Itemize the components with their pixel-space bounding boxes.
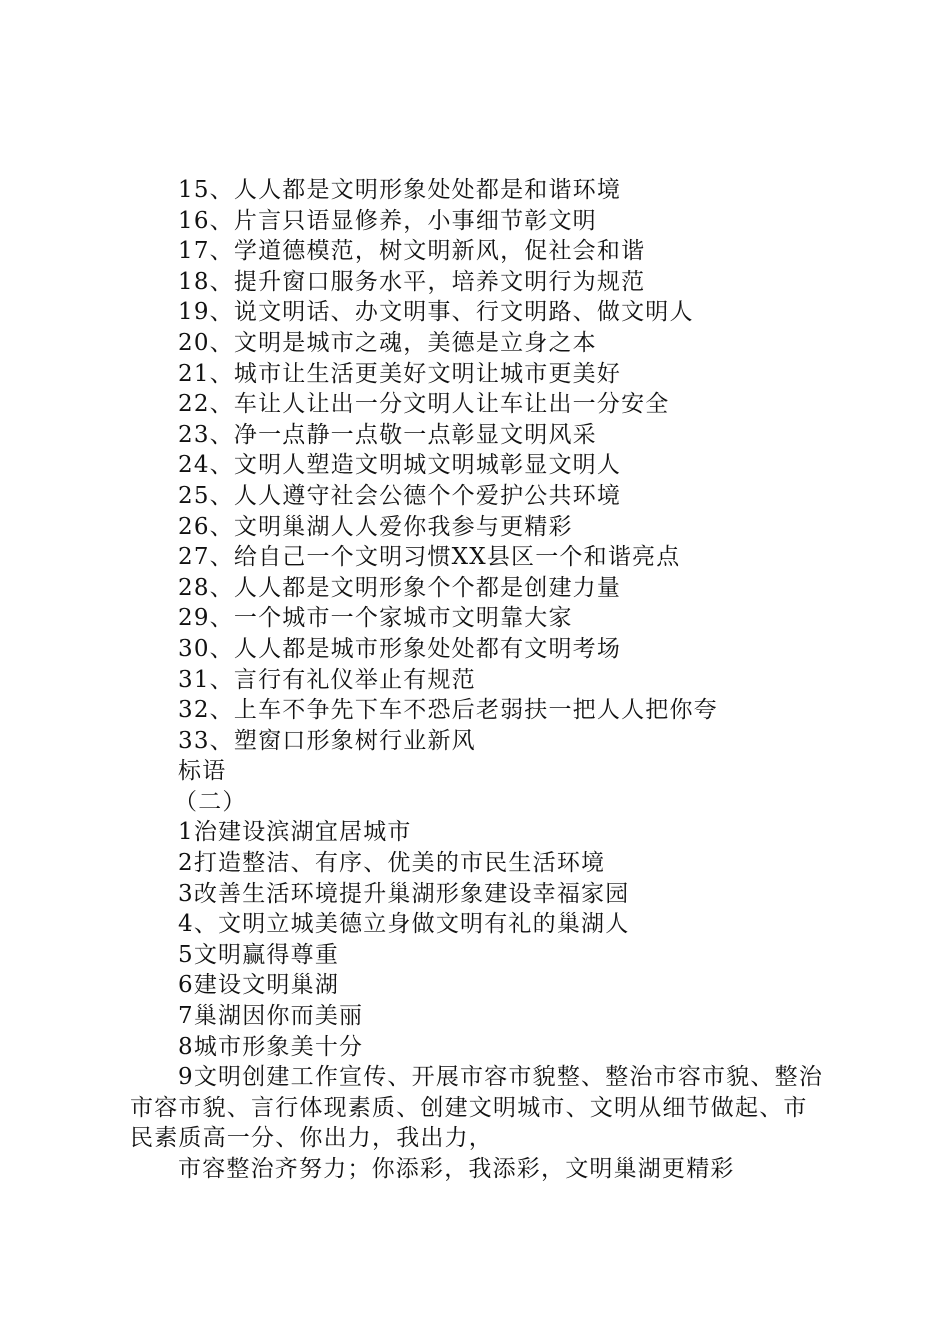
slogan-line: 24、文明人塑造文明城文明城彰显文明人 <box>178 452 622 479</box>
slogan-line: 22、车让人让出一分文明人让车让出一分安全 <box>178 391 670 418</box>
slogan-line: 17、学道德模范，树文明新风，促社会和谐 <box>178 238 646 265</box>
slogan-line: 19、说文明话、办文明事、行文明路、做文明人 <box>178 299 694 326</box>
slogan-line: 32、上车不争先下车不恐后老弱扶一把人人把你夸 <box>178 697 718 724</box>
slogan-line: 5文明赢得尊重 <box>178 941 340 968</box>
slogan-line: 31、言行有礼仪举止有规范 <box>178 666 476 693</box>
slogan-line: 2打造整洁、有序、优美的市民生活环境 <box>178 850 606 877</box>
slogan-line: 4、文明立城美德立身做文明有礼的巢湖人 <box>178 911 630 938</box>
slogan-line: 18、提升窗口服务水平，培养文明行为规范 <box>178 268 646 295</box>
slogan-line: 21、城市让生活更美好文明让城市更美好 <box>178 360 622 387</box>
slogan-list-part1 <box>130 175 830 756</box>
slogan-line: 25、人人遵守社会公德个个爱护公共环境 <box>178 482 622 509</box>
slogan-line: 27、给自己一个文明习惯XX县区一个和谐亮点 <box>178 544 681 571</box>
slogan-line: 20、文明是城市之魂，美德是立身之本 <box>178 329 597 356</box>
slogan-line: 23、净一点静一点敬一点彰显文明风采 <box>178 421 597 448</box>
closing-line: 市容整治齐努力；你添彩，我添彩，文明巢湖更精彩 <box>178 1156 735 1182</box>
slogan-line: 6建设文明巢湖 <box>178 972 340 999</box>
slogan-line: 3改善生活环境提升巢湖形象建设幸福家园 <box>178 880 630 907</box>
section-subheading: （二） <box>174 788 247 815</box>
slogan-line: 8城市形象美十分 <box>178 1033 364 1060</box>
slogan-line: 15、人人都是文明形象处处都是和谐环境 <box>178 177 622 203</box>
slogan-line: 7巢湖因你而美丽 <box>178 1003 364 1030</box>
slogan-line: 16、片言只语显修养，小事细节彰文明 <box>178 207 597 234</box>
slogan-line: 29、一个城市一个家城市文明靠大家 <box>178 605 573 632</box>
slogan-list-part2 <box>130 817 830 1062</box>
document-body <box>130 175 830 1185</box>
slogan-line: 30、人人都是城市形象处处都有文明考场 <box>178 635 622 662</box>
slogan-line: 26、文明巢湖人人爱你我参与更精彩 <box>178 513 573 540</box>
paragraph-9: 9文明创建工作宣传、开展市容市貌整、整治市容市貌、整治市容市貌、言行体现素质、创建文明城市、文明从细节做起、市民素质高一分、你出力，我出力， <box>130 1064 824 1152</box>
section-heading: 标语 <box>178 758 227 785</box>
slogan-line: 33、塑窗口形象树行业新风 <box>178 727 476 754</box>
slogan-line: 28、人人都是文明形象个个都是创建力量 <box>178 574 622 601</box>
slogan-line: 1治建设滨湖宜居城市 <box>178 819 412 846</box>
